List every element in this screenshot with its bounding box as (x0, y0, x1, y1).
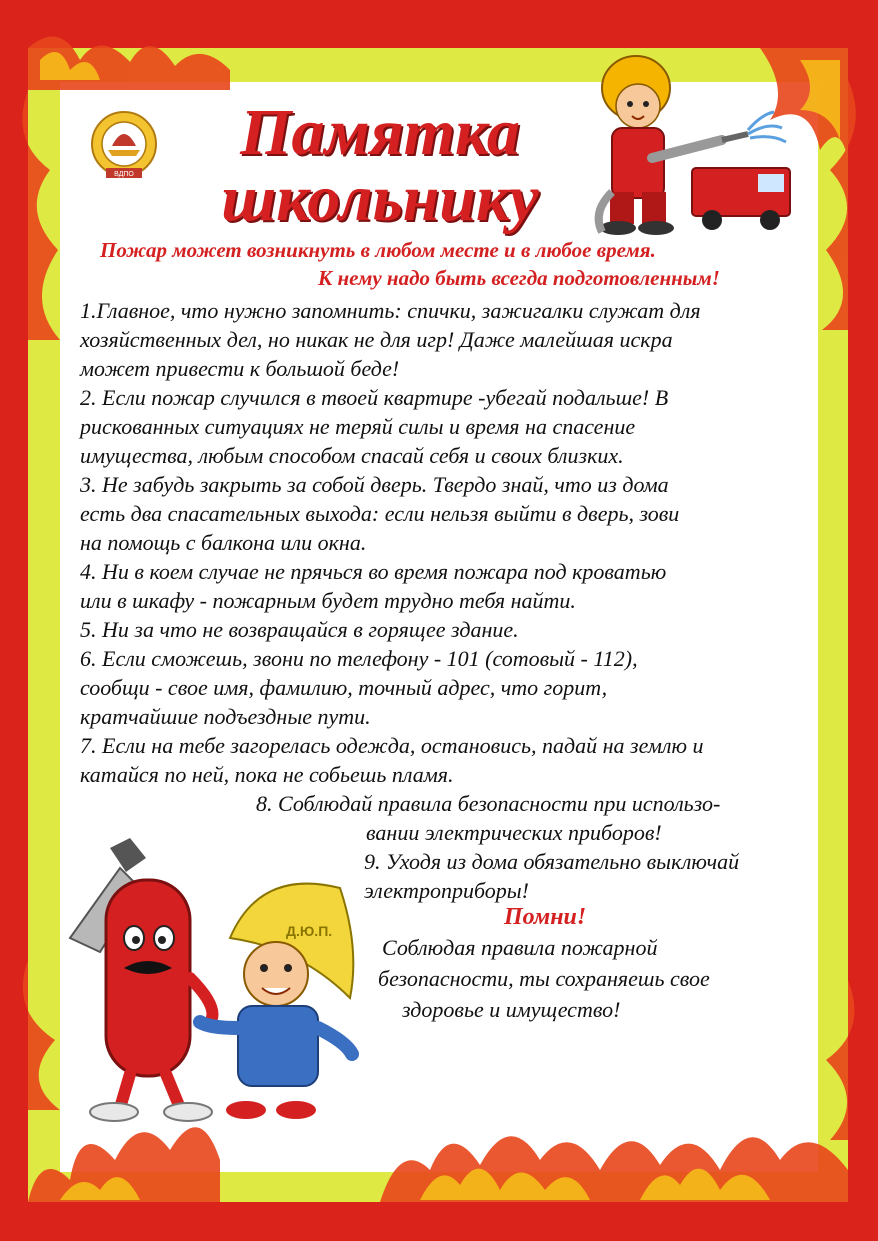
fireman-with-firetruck-illustration (572, 42, 802, 240)
rule-line: кратчайшие подъездные пути. (80, 704, 371, 729)
rule-line: может привести к большой беде! (80, 356, 400, 381)
vdpo-emblem-icon (86, 100, 162, 186)
emblem-label: ВДПО (114, 171, 134, 178)
rule-line: хозяйственных дел, но никак не для игр! Даже малейшая искра (80, 327, 673, 352)
rule8-line2: вании электрических приборов! (366, 820, 662, 845)
rule-line: 6. Если сможешь, звони по телефону - 101 (сотовый - 112), (80, 646, 638, 671)
page-title-line1: Памятка (240, 96, 520, 169)
rule9-line2: электроприборы! (364, 878, 529, 903)
rule-line: 2. Если пожар случился в твоей квартире -убегай подальше! В (80, 385, 669, 410)
rule8-line1: 8. Соблюдай правила безопасности при использо- (256, 791, 721, 816)
extinguisher-and-boy-illustration (60, 828, 370, 1130)
rule-line: сообщи - свое имя, фамилию, точный адрес, что горит, (80, 675, 608, 700)
rule-line: имущества, любым способом спасай себя и своих близких. (80, 443, 624, 468)
rule-line: 7. Если на тебе загорелась одежда, остановись, падай на землю и (80, 733, 704, 758)
rules-list (80, 296, 810, 789)
rule-line: на помощь с балкона или окна. (80, 530, 367, 555)
rule-line: 1.Главное, что нужно запомнить: спички, зажигалки служат для (80, 298, 701, 323)
closing-line1: Соблюдая правила пожарной (382, 935, 658, 960)
subtitle-line1: Пожар может возникнуть в любом месте и в любое время. (100, 238, 656, 262)
rule-line: 3. Не забудь закрыть за собой дверь. Твердо знай, что из дома (80, 472, 669, 497)
rule-line: катайся по ней, пока не собьешь пламя. (80, 762, 454, 787)
helmet-label: Д.Ю.П. (286, 923, 333, 939)
page-title-line2: школьнику (221, 162, 539, 235)
rule-line: рискованных ситуациях не теряй силы и время на спасение (80, 414, 636, 439)
subtitle-line2: К нему надо быть всегда подготовленным! (318, 266, 720, 290)
rule-line: или в шкафу - пожарным будет трудно тебя найти. (80, 588, 576, 613)
rule-line: 4. Ни в коем случае не прячься во время пожара под кроватью (80, 559, 667, 584)
rule-line: 5. Ни за что не возвращайся в горящее здание. (80, 617, 519, 642)
rule-line: есть два спасательных выхода: если нельзя выйти в дверь, зови (80, 501, 680, 526)
remember-heading: Помни! (504, 904, 587, 930)
closing-line2: безопасности, ты сохраняешь свое (378, 966, 710, 991)
rule9-line1: 9. Уходя из дома обязательно выключай (364, 849, 740, 874)
closing-line3: здоровье и имущество! (402, 997, 621, 1022)
